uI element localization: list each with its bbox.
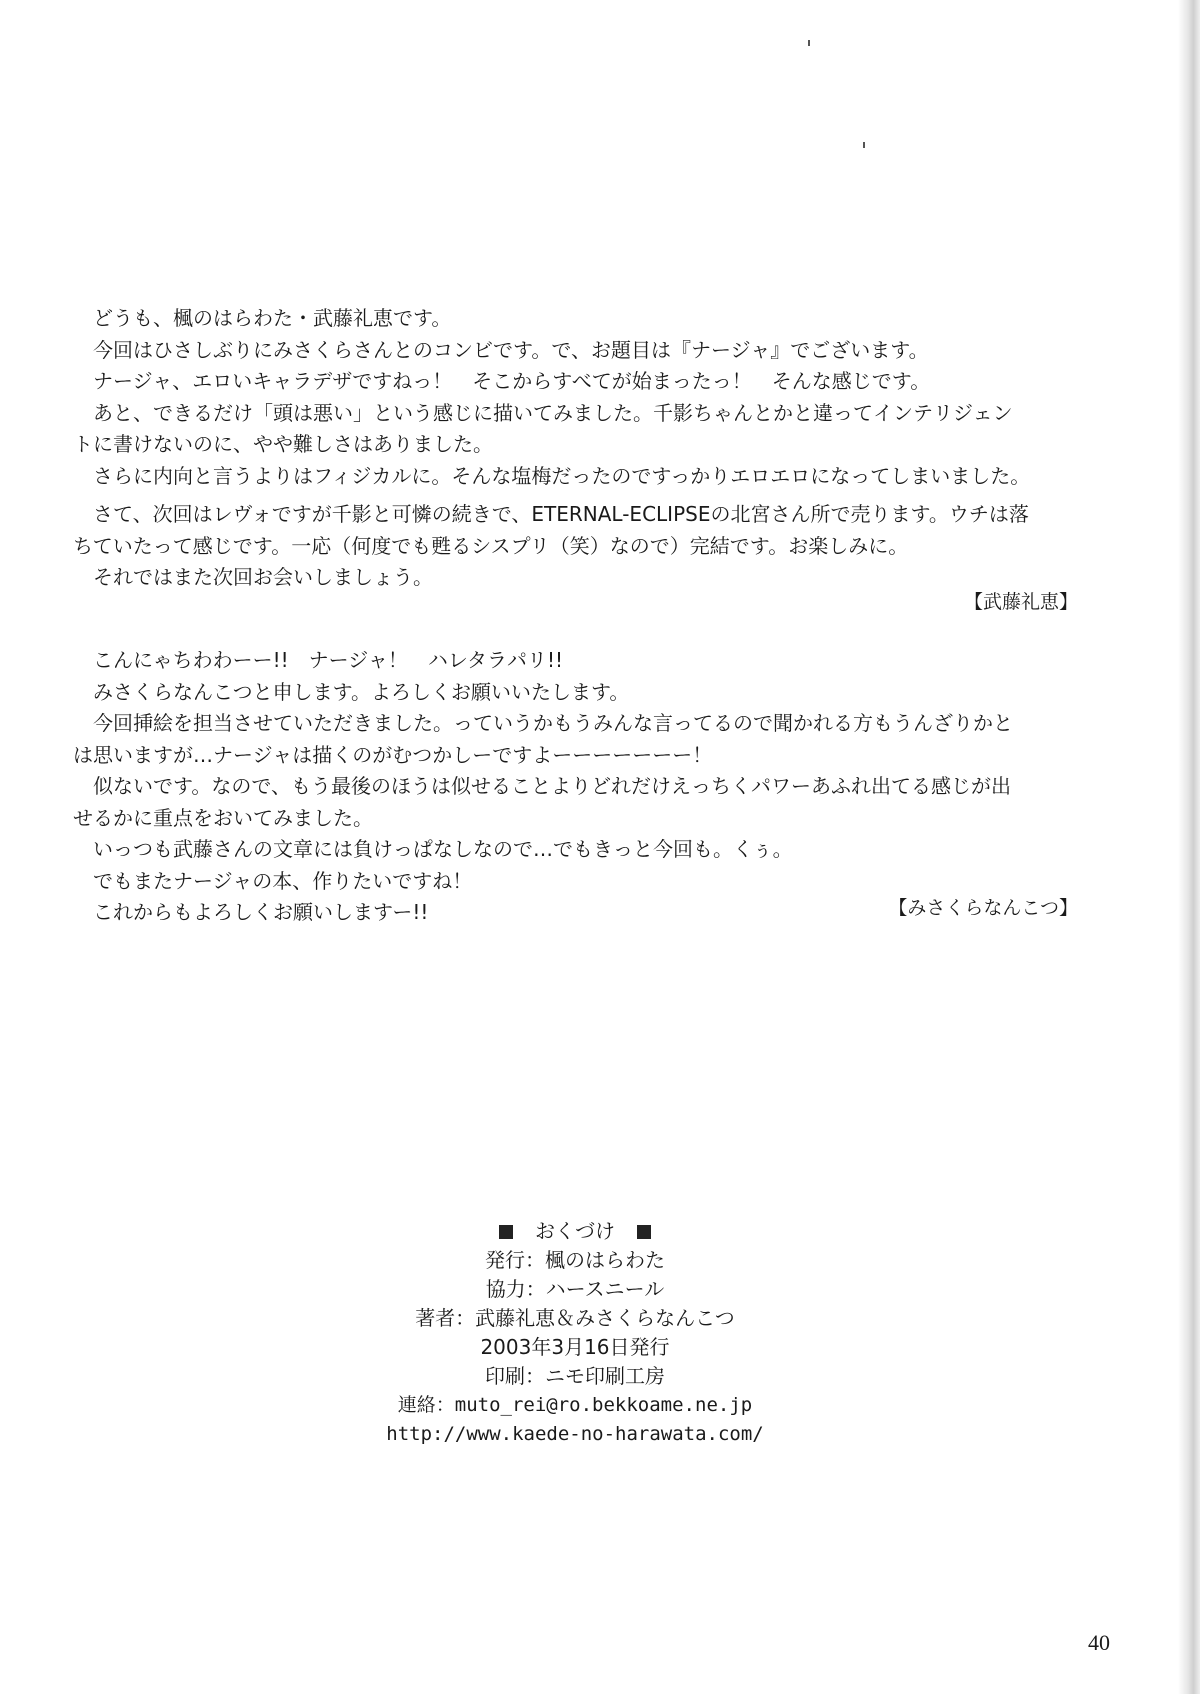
- black-square-icon: [637, 1225, 651, 1239]
- text-line: 今回挿絵を担当させていただきました。っていうかもうみんな言ってるので聞かれる方もうんざりかと: [93, 711, 1013, 735]
- black-square-icon: [499, 1225, 513, 1239]
- colophon-cooperation: 協力：ハースニール: [485, 1277, 665, 1301]
- text-line: あと、できるだけ「頭は悪い」という感じに描いてみました。千影ちゃんとかと違ってインテリジェン: [93, 400, 1013, 425]
- text-line: 似ないです。なので、もう最後のほうは似せることよりどれだけえっちくパワーあふれ出てる感じが出: [93, 774, 1011, 798]
- text-line: でもまたナージャの本、作りたいですね！: [93, 868, 473, 893]
- text-line: せるかに重点をおいてみました。: [73, 805, 373, 830]
- signature-misakura: 【みさくらなんこつ】: [888, 897, 1078, 919]
- scan-shadow-edge: [1178, 0, 1200, 1694]
- text-line: 今回はひさしぶりにみさくらさんとのコンビです。で、お題目は『ナージャ』でございます。: [93, 337, 929, 362]
- scan-speck: [863, 142, 865, 148]
- text-line: みさくらなんこつと申します。よろしくお願いいたします。: [93, 679, 630, 704]
- text-line: ナージャ、エロいキャラデザですねっ！ そこからすべてが始まったっ！ そんな感じです。: [93, 369, 931, 393]
- text-line: ちていたって感じです。一応（何度でも甦るシスプリ（笑）なので）完結です。お楽しみに。: [73, 533, 909, 558]
- colophon-url: http://www.kaede-no-harawata.com/: [386, 1423, 764, 1445]
- colophon-title: [0, 1217, 1150, 1246]
- colophon-title-text: おくづけ: [535, 1219, 615, 1243]
- colophon-contact: 連絡：muto_rei@ro.bekkoame.ne.jp: [397, 1394, 753, 1416]
- author-note-muto-next: [73, 499, 1083, 594]
- text-line: さて、次回はレヴォですが千影と可憐の続きで、ETERNAL-ECLIPSEの北宮さん所で売ります。ウチは落: [93, 502, 1029, 526]
- colophon-printer: 印刷：ニモ印刷工房: [485, 1364, 665, 1388]
- author-note-misakura: [73, 645, 1083, 929]
- text-line: さらに内向と言うよりはフィジカルに。そんな塩梅だったのですっかりエロエロになってしまいました。: [93, 463, 1031, 488]
- colophon-authors: 著者：武藤礼恵＆みさくらなんこつ: [415, 1306, 735, 1330]
- colophon-date: 2003年3月16日発行: [480, 1335, 670, 1359]
- text-line: トに書けないのに、やや難しさはありました。: [73, 432, 493, 456]
- colophon-publisher: 発行：楓のはらわた: [485, 1248, 665, 1272]
- text-line: それではまた次回お会いしましょう。: [93, 565, 433, 589]
- text-line: は思いますが…ナージャは描くのがむつかしーですよーーーーーーー！: [73, 742, 713, 767]
- signature-muto: 【武藤礼恵】: [963, 591, 1078, 613]
- colophon: [0, 1217, 1150, 1449]
- author-note-muto: [73, 303, 1083, 492]
- text-line: いっつも武藤さんの文章には負けっぱなしなので…でもきっと今回も。くぅ。: [93, 837, 793, 861]
- page-number: 40: [1088, 1630, 1110, 1655]
- text-line: これからもよろしくお願いしますー!!: [93, 900, 429, 924]
- text-line: こんにゃちわわーー!! ナージャ！ ハレタラパリ!!: [93, 648, 564, 672]
- text-line: どうも、楓のはらわた・武藤礼恵です。: [93, 306, 452, 330]
- scan-speck: [808, 40, 810, 46]
